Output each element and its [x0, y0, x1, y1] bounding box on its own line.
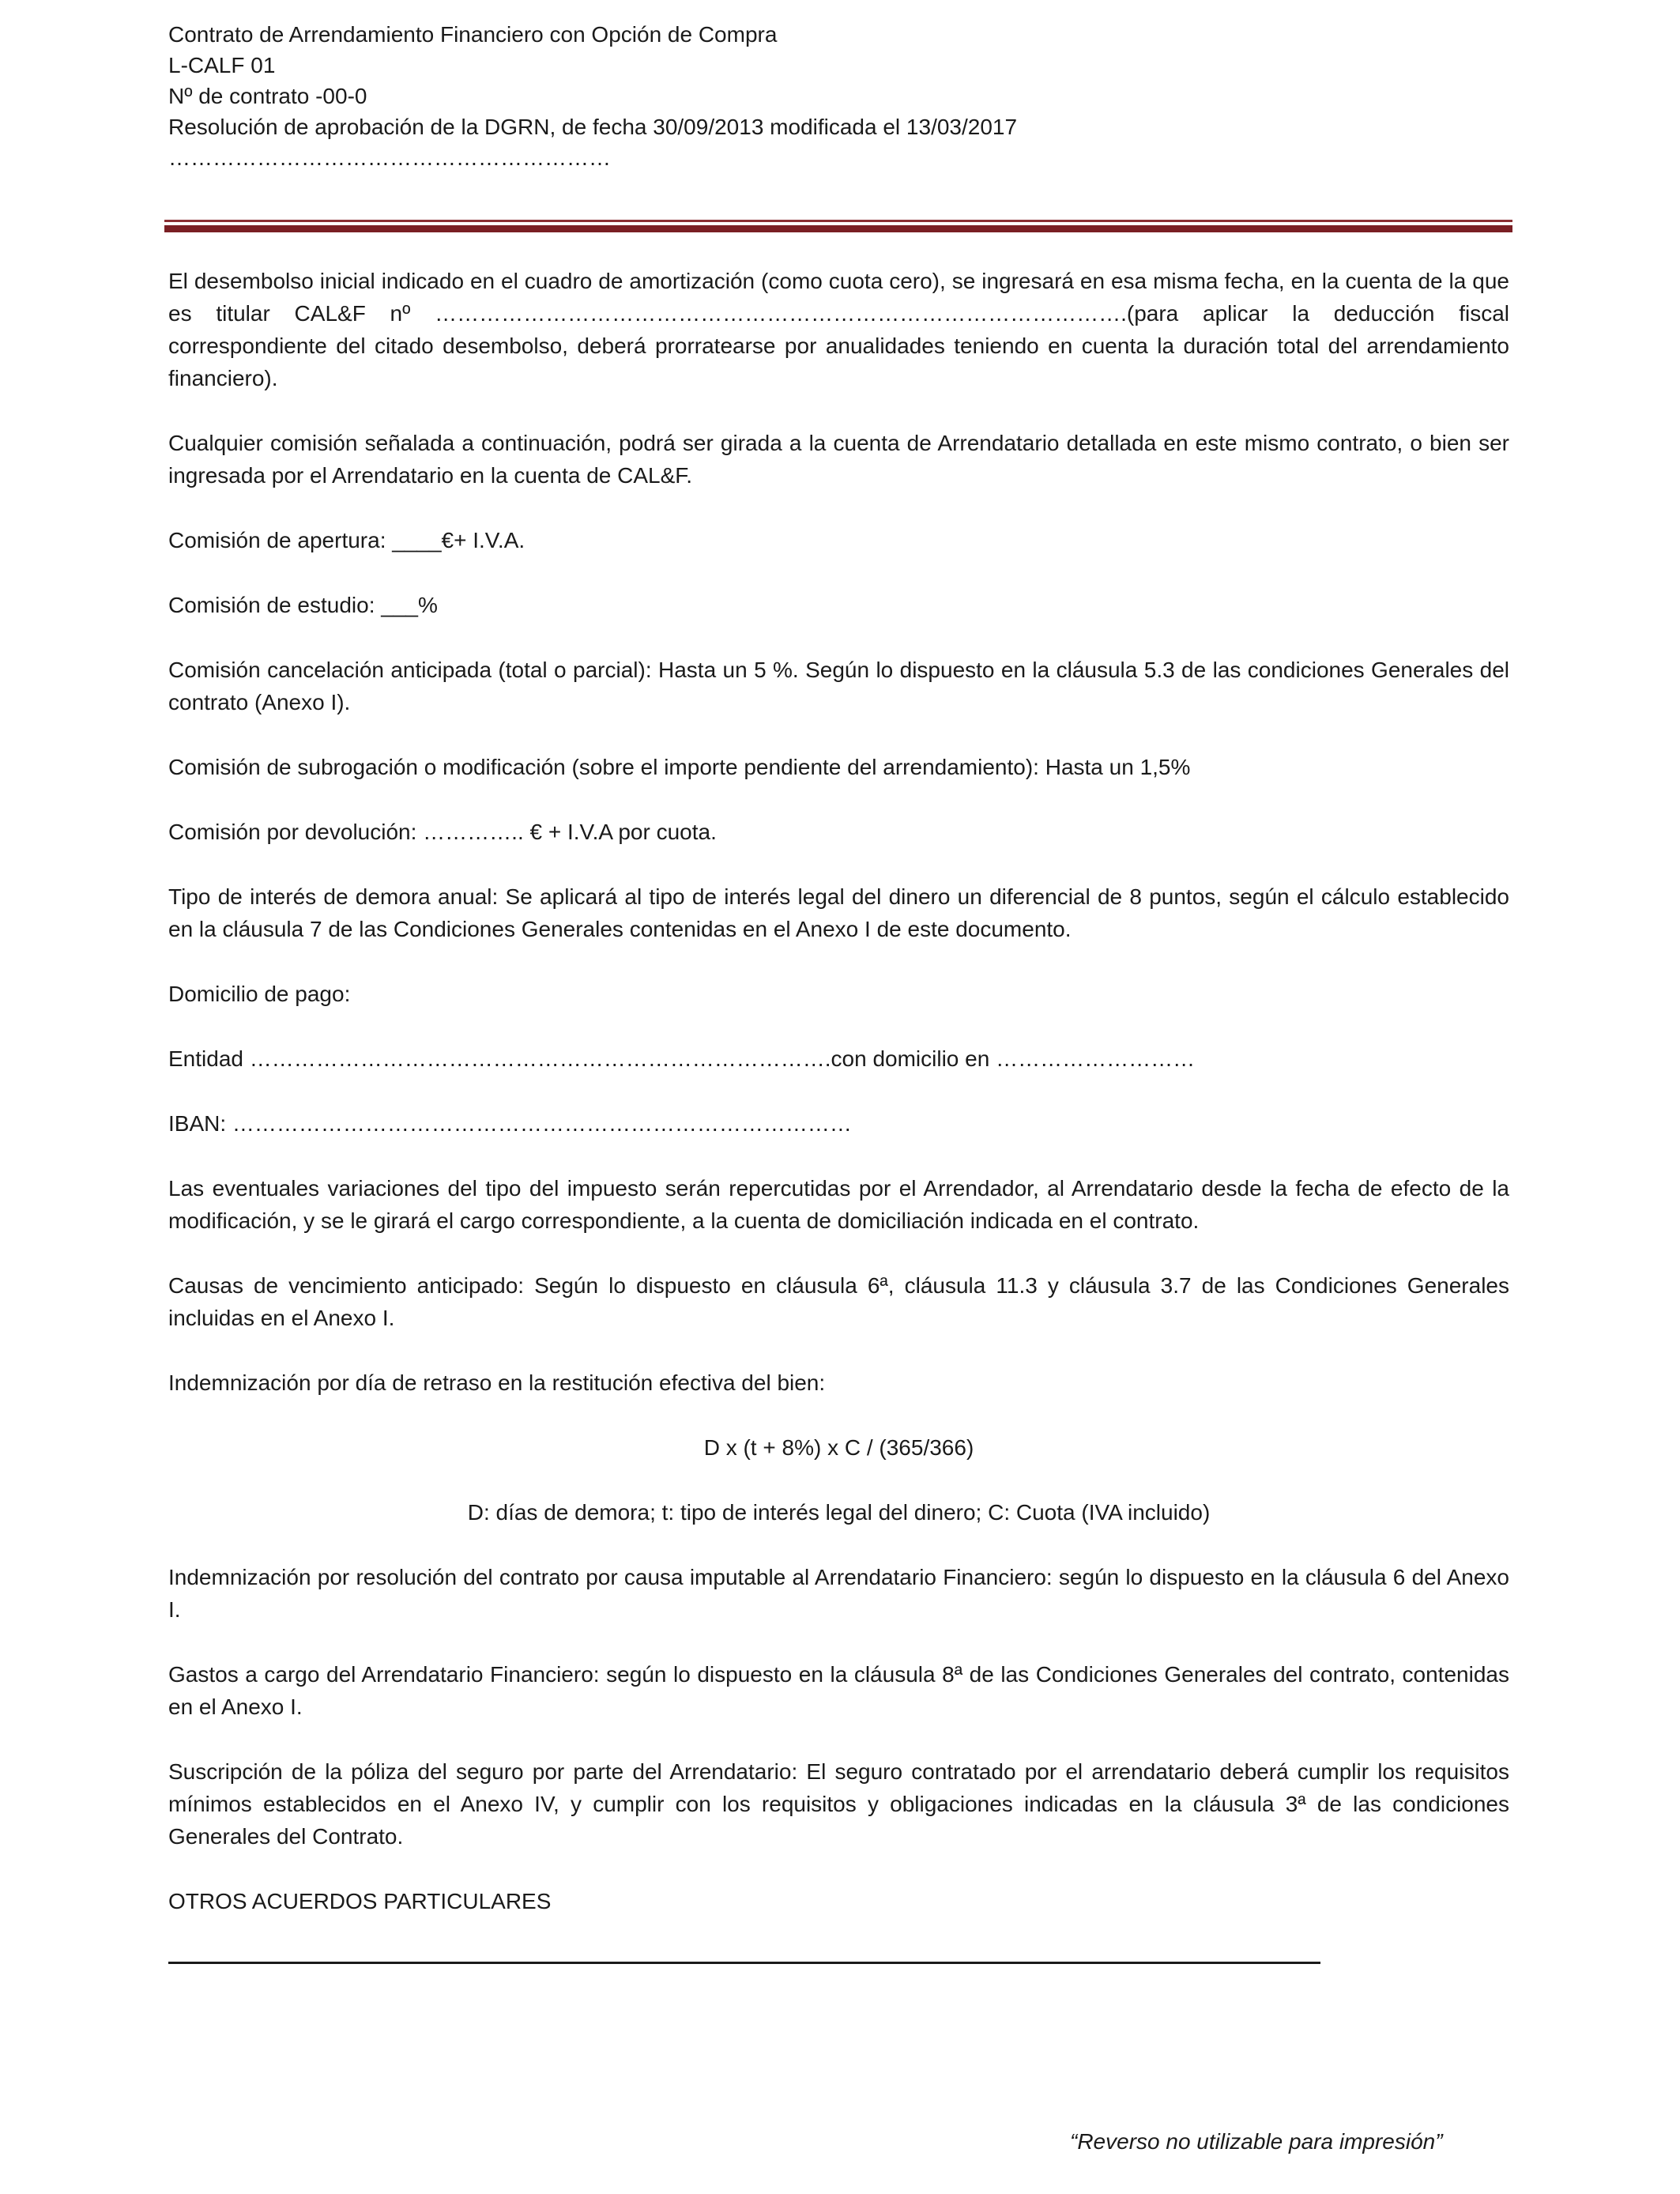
paragraph-tax-variations: Las eventuales variaciones del tipo del impuesto serán repercutidas por el Arrendador, al Arrendatario desde la fecha de efecto de la modificación, y se le girará el cargo correspondiente, a la cuenta de domiciliación indicada en el contrato. [168, 1176, 1509, 1233]
paragraph-study-commission: Comisión de estudio: ___% [168, 593, 438, 617]
paragraph-return-commission: Comisión por devolución: ………….. € + I.V.A por cuota. [168, 820, 717, 844]
contract-code: L-CALF 01 [168, 53, 276, 77]
paragraph-early-cancellation: Comisión cancelación anticipada (total o parcial): Hasta un 5 %. Según lo dispuesto en la cláusula 5.3 de las condiciones Generales del contrato (Anexo I). [168, 658, 1509, 714]
document-header [168, 19, 1512, 173]
approval-resolution: Resolución de aprobación de la DGRN, de fecha 30/09/2013 modificada el 13/03/2017 [168, 115, 1018, 139]
paragraph-iban-line: IBAN: ………………………………………………………………………… [168, 1111, 852, 1136]
section-title-other-agreements: OTROS ACUERDOS PARTICULARES [168, 1889, 552, 1913]
header-dotted-line: …………………………………………………… [168, 145, 611, 170]
formula-legend: D: días de demora; t: tipo de interés legal del dinero; C: Cuota (IVA incluido) [467, 1500, 1211, 1525]
paragraph-insurance: Suscripción de la póliza del seguro por parte del Arrendatario: El seguro contratado por el arrendatario deberá cumplir los requisitos mínimos establecidos en el Anexo IV, y cumplir con los requisitos y obligaciones indicadas en la cláusula 3ª de las condiciones Generales del Contrato. [168, 1759, 1509, 1849]
paragraph-delay-compensation: Indemnización por día de retraso en la restitución efectiva del bien: [168, 1370, 826, 1395]
paragraph-late-interest: Tipo de interés de demora anual: Se aplicará al tipo de interés legal del dinero un diferencial de 8 puntos, según el cálculo establecido en la cláusula 7 de las Condiciones Generales contenidas en el Anexo I de este documento. [168, 884, 1509, 941]
paragraph-payment-address-label: Domicilio de pago: [168, 982, 351, 1006]
header-divider-thick-line [164, 225, 1512, 232]
paragraph-subrogation-commission: Comisión de subrogación o modificación (sobre el importe pendiente del arrendamiento): Hasta un 1,5% [168, 755, 1191, 779]
paragraph-entity-line: Entidad …………………………………………………………………….con domicilio en ……………………… [168, 1046, 1196, 1071]
compensation-formula: D x (t + 8%) x C / (365/366) [703, 1435, 974, 1460]
paragraph-termination-compensation: Indemnización por resolución del contrato por causa imputable al Arrendatario Financiero: según lo dispuesto en la cláusula 6 del Anexo I. [168, 1565, 1509, 1622]
footer-note: “Reverso no utilizable para impresión” [1070, 2129, 1443, 2154]
document-body [168, 265, 1509, 1950]
paragraph-commissions-intro: Cualquier comisión señalada a continuación, podrá ser girada a la cuenta de Arrendatario detallada en este mismo contrato, o bien ser ingresada por el Arrendatario en la cuenta de CAL&F. [168, 431, 1509, 488]
other-agreements-underline [168, 1962, 1320, 1964]
paragraph-expenses: Gastos a cargo del Arrendatario Financiero: según lo dispuesto en la cláusula 8ª de las Condiciones Generales del contrato, contenidas en el Anexo I. [168, 1662, 1509, 1719]
paragraph-initial-payment: El desembolso inicial indicado en el cuadro de amortización (como cuota cero), se ingresará en esa misma fecha, en la cuenta de la que es titular CAL&F nº ………………………………………………………………………………….(para aplicar la deducción fiscal correspondiente del citado desembolso, deberá prorratearse por anualidades teniendo en cuenta la duración total del arrendamiento financiero). [168, 269, 1509, 390]
contract-title: Contrato de Arrendamiento Financiero con Opción de Compra [168, 22, 778, 47]
paragraph-opening-commission: Comisión de apertura: ____€+ I.V.A. [168, 528, 525, 552]
header-divider [164, 220, 1512, 232]
contract-number: Nº de contrato -00-0 [168, 84, 367, 108]
paragraph-early-maturity: Causas de vencimiento anticipado: Según lo dispuesto en cláusula 6ª, cláusula 11.3 y cláusula 3.7 de las Condiciones Generales incluidas en el Anexo I. [168, 1273, 1509, 1330]
